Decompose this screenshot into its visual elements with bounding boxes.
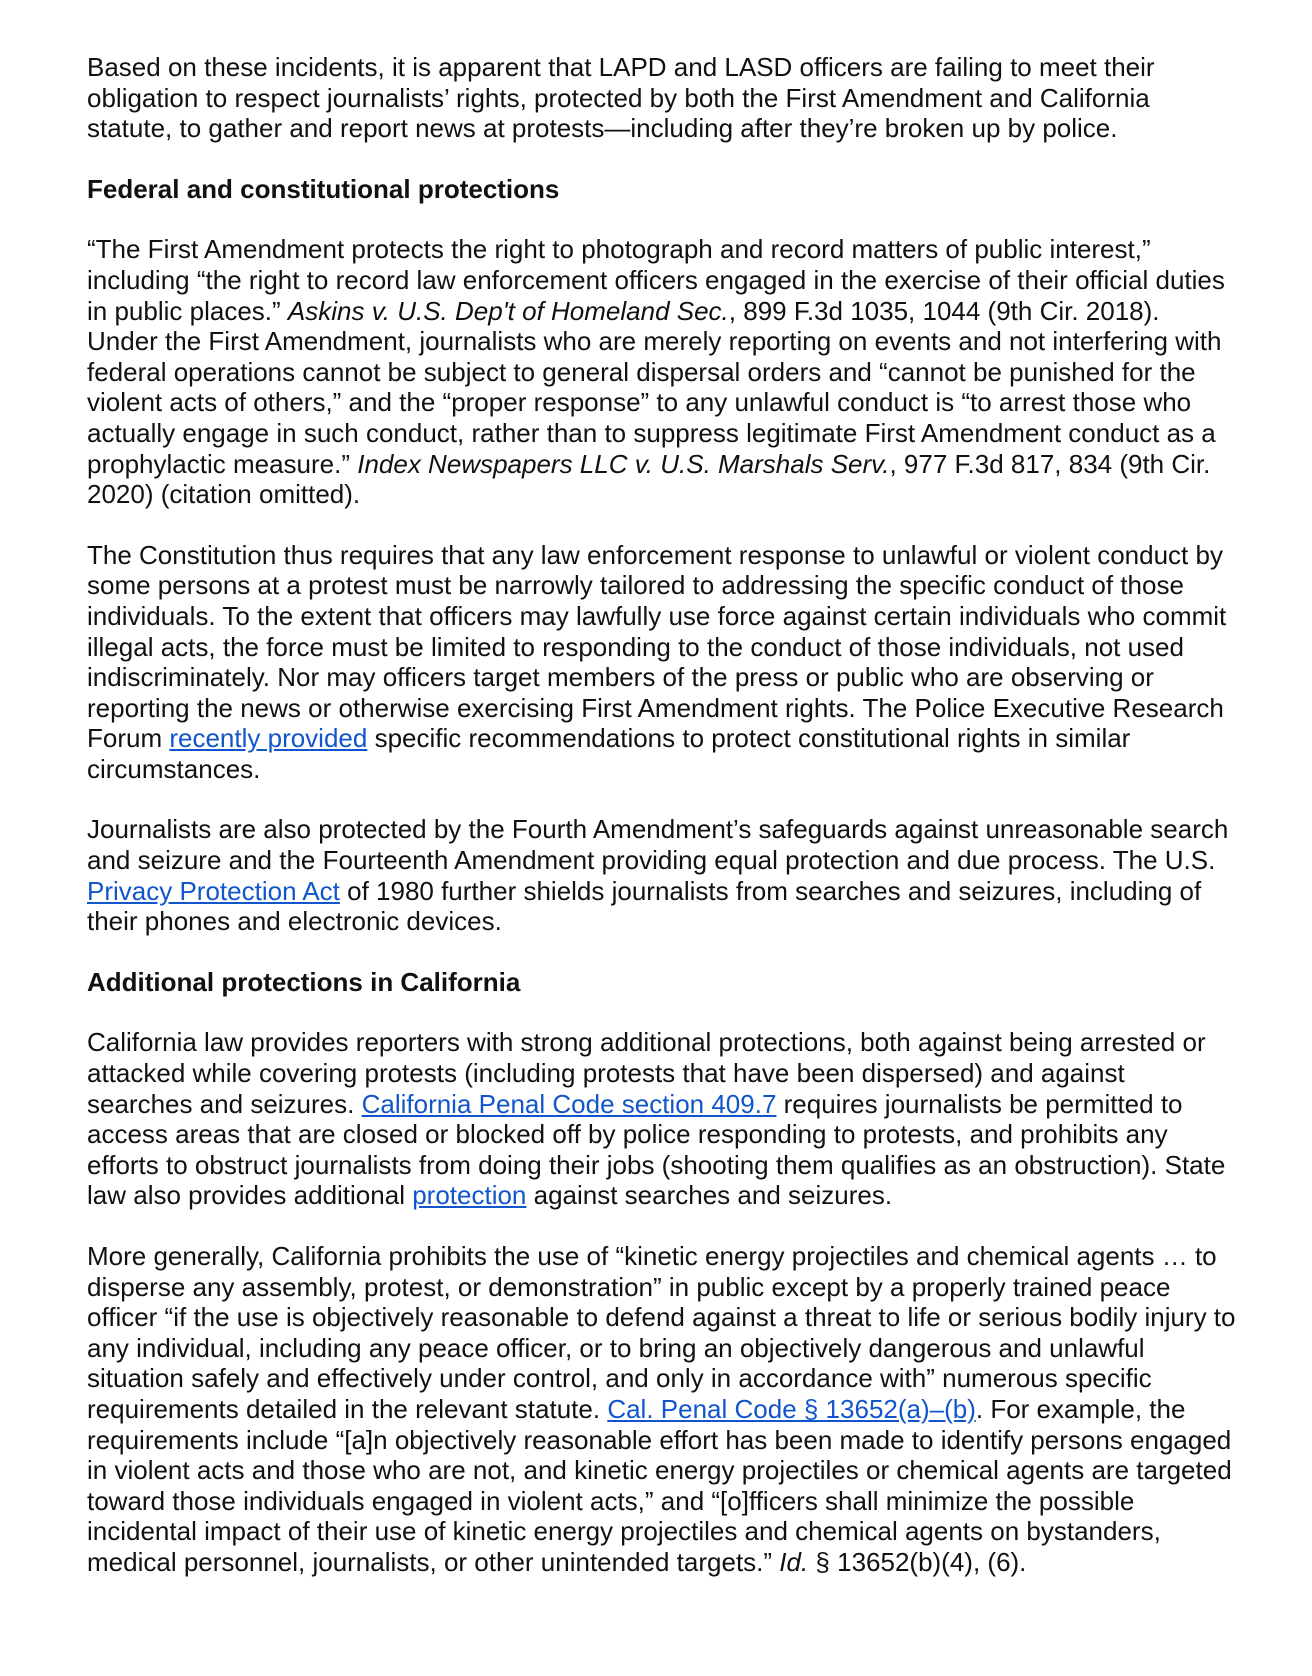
link-penal-code-13652[interactable]: Cal. Penal Code § 13652(a)–(b) [607,1393,976,1424]
citation-index-newspapers: Index Newspapers LLC v. U.S. Marshals Serv. [357,448,890,479]
heading-california-protections: Additional protections in California [87,966,521,997]
link-recently-provided[interactable]: recently provided [169,723,368,754]
paragraph-california-law: California law provides reporters with strong additional protections, both against being arrested or attacked while covering protests (including protests that have been dispersed) and against searches and seizures. California Penal Code section 409.7 requires journalists be permitted to access areas that are closed or blocked off by police responding to protests, and prohibits any efforts to obstruct journalists from doing their jobs (shooting them qualifies as an obstruction). State law also provides additional protection against searches and seizures. [87,1027,1226,1211]
paragraph-first-amendment: “The First Amendment protects the right to photograph and record matters of public interest,” including “the right to record law enforcement officers engaged in the exercise of their official duties in public places.” Askins v. U.S. Dep't of Homeland Sec., 899 F.3d 1035, 1044 (9th Cir. 2018). Under the First Amendment, journalists who are merely reporting on events and not interfering with federal operations cannot be subject to general dispersal orders and “cannot be punished for the violent acts of others,” and the “proper response” to any unlawful conduct is “to arrest those who actually engage in such conduct, rather than to suppress legitimate First Amendment conduct as a prophylactic measure.” Index Newspapers LLC v. U.S. Marshals Serv., 977 F.3d 817, 834 (9th Cir. 2020) (citation omitted). [87,234,1225,510]
paragraph-kinetic-energy: More generally, California prohibits the use of “kinetic energy projectiles and chemical agents … to disperse any assembly, protest, or demonstration” in public except by a properly trained peace officer “if the use is objectively reasonable to defend against a threat to life or serious bodily injury to any individual, including any peace officer, or to bring an objectively dangerous and unlawful situation safely and effectively under control, and only in accordance with” numerous specific requirements detailed in the relevant statute. Cal. Penal Code § 13652(a)–(b). For example, the requirements include “[a]n objectively reasonable effort has been made to identify persons engaged in violent acts and those who are not, and kinetic energy projectiles or chemical agents are targeted toward those individuals engaged in violent acts,” and “[o]fficers shall minimize the possible incidental impact of their use of kinetic energy projectiles and chemical agents on bystanders, medical personnel, journalists, or other unintended targets.” Id. § 13652(b)(4), (6). [87,1241,1236,1577]
document-page [87,52,1237,1608]
paragraph-constitution: The Constitution thus requires that any law enforcement response to unlawful or violent conduct by some persons at a protest must be narrowly tailored to addressing the specific conduct of those individuals. To the extent that officers may lawfully use force against certain individuals who commit illegal acts, the force must be limited to responding to the conduct of those individuals, not used indiscriminately. Nor may officers target members of the press or public who are observing or reporting the news or otherwise exercising First Amendment rights. The Police Executive Research Forum recently provided specific recommendations to protect constitutional rights in similar circumstances. [87,539,1227,784]
heading-federal-protections: Federal and constitutional protections [87,173,560,204]
link-protection[interactable]: protection [412,1180,527,1211]
paragraph-intro: Based on these incidents, it is apparent that LAPD and LASD officers are failing to meet their obligation to respect journalists’ rights, protected by both the First Amendment and California statute, to gather and report news at protests—including after they’re broken up by police. [87,52,1155,144]
link-privacy-protection-act[interactable]: Privacy Protection Act [87,875,340,906]
citation-askins: Askins v. U.S. Dep't of Homeland Sec. [287,295,729,326]
link-penal-code-409-7[interactable]: California Penal Code section 409.7 [361,1088,777,1119]
citation-id: Id. [779,1546,809,1577]
paragraph-fourth-amendment: Journalists are also protected by the Fourth Amendment’s safeguards against unreasonable search and seizure and the Fourteenth Amendment providing equal protection and due process. The U.S. Privacy Protection Act of 1980 further shields journalists from searches and seizures, including of their phones and electronic devices. [87,814,1229,937]
